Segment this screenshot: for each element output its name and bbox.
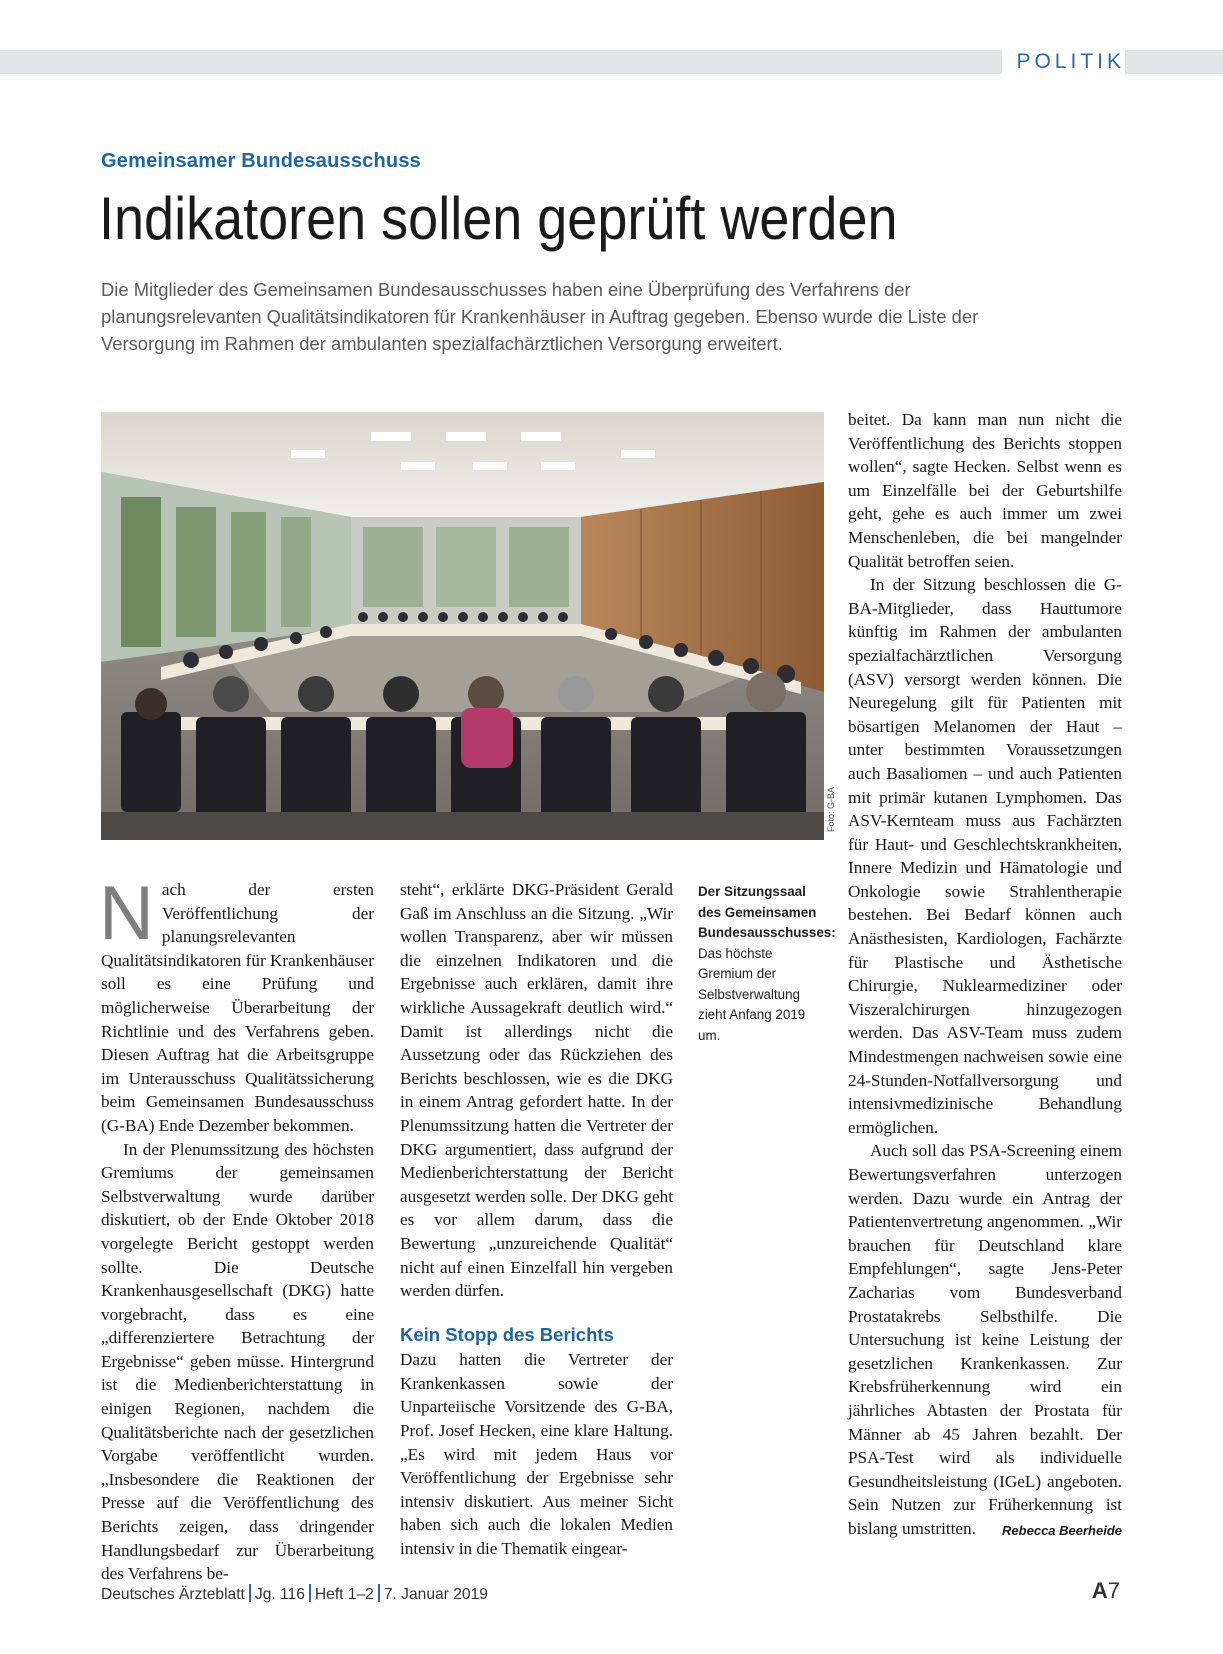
paragraph: In der Plenumssitzung des höchsten Gremiums der gemeinsamen Selbstverwaltung wurde darüber diskutiert, ob der Ende Oktober 2018 vorgelegte Bericht gestoppt werden sollte. Die Deutsche Krankenhausgesellschaft (DKG) hatte vorgebracht, dass es eine „differenziertere Betrachtung der Ergebnisse“ geben müsse. Hintergrund ist die Medienberichterstattung in einigen Regionen, nachdem die Qualitätsberichte nach der gesetzlichen Vorgabe veröffentlicht wurden. „Insbesondere die Reaktionen der Presse auf die Veröffentlichung des Berichts zeigen, dass dringender Handlungsbedarf zur Überarbeitung des Verfahrens be- <box>101 1139 374 1584</box>
page-prefix: A <box>1091 1578 1108 1603</box>
paragraph-text: Auch soll das PSA-Screening einem Bewertungsverfahren unterzogen werden. Dazu wurde ein Antrag der Patientenvertretung angenommen. „Wir brauchen für Deutschland klare Empfehlungen“, sagte Jens-Peter Zacharias vom Bundesverband Prostatakrebs Selbsthilfe. Die Untersuchung ist keine Leistung der gesetzlichen Krankenkassen. Zur Krebsfrüherkennung wird ein jährliches Abtasten der Prostata für Männer ab 45 Jahren bezahlt. Der PSA-Test wird als individuelle Gesundheitsleistung (IGeL) angeboten. Sein Nutzen zur Früherkennung ist bislang umstritten. <box>848 1141 1122 1538</box>
issue-date: 7. Januar 2019 <box>383 1586 488 1603</box>
journal-name: Deutsches Ärzteblatt <box>101 1586 245 1603</box>
drop-cap: N <box>99 871 154 956</box>
paragraph: beitet. Da kann man nun nicht die Veröffentlichung des Berichts stoppen wollen“, sagte Hecken. Selbst wenn es um Einzelfälle bei der Geburtshilfe geht, gehe es auch immer um zwei Menschenleben, die bei mangelnder Qualität betroffen seien. <box>848 410 1122 571</box>
caption-title: Der Sitzungssaal des Gemeinsamen Bundesausschusses: <box>698 884 836 940</box>
photo-credit: Foto: G-BA <box>826 786 836 832</box>
journal-issue: Heft 1–2 <box>314 1586 374 1603</box>
article-column-3 <box>848 408 1122 1543</box>
article-kicker: Gemeinsamer Bundesausschuss <box>101 150 421 172</box>
article-column-1 <box>99 871 374 1586</box>
paragraph: ach der ersten Veröffentlichung der planungsrelevanten Qualitätsindikatoren für Krankenhäuser soll es eine Prüfung und möglicherweise Überarbeitung der Richtlinie und des Verfahrens geben. Diesen Auftrag hat die Arbeitsgruppe im Unterausschuss Qualitätssicherung beim Gemeinsamen Bundesausschuss (G-BA) Ende Dezember bekommen. <box>101 880 374 1135</box>
article-subheading: Kein Stopp des Berichts <box>400 1323 614 1345</box>
paragraph: Dazu hatten die Vertreter der Krankenkassen sowie der Unparteiische Vorsitzende des G-BA, Prof. Josef Hecken, eine klare Haltung. „Es wird mit jedem Haus vor Veröffentlichung der Ergebnisse sehr intensiv diskutiert. Aus meiner Sicht haben sich auch die lokalen Medien intensiv in die Thematik eingear- <box>400 1350 673 1559</box>
footer-divider <box>378 1584 380 1602</box>
page-footer <box>101 1584 488 1604</box>
footer-divider <box>249 1584 251 1602</box>
author-name: Rebecca Beerheide <box>1002 1522 1122 1538</box>
footer-divider <box>309 1584 311 1602</box>
article-column-2 <box>400 878 673 1561</box>
caption-text: Das höchste Gremium der Selbstverwaltung zieht Anfang 2019 um. <box>698 945 806 1043</box>
meeting-room-photo <box>101 412 824 840</box>
section-label: POLITIK <box>1002 48 1125 76</box>
paragraph: In der Sitzung beschlossen die G-BA-Mitglieder, dass Hauttumore künftig im Rahmen der ambulanten spezialfachärztlichen Versorgung (ASV) versorgt werden können. Die Neuregelung gilt für Patienten mit bösartigen Melanomen der Haut – unter bestimmten Voraussetzungen auch Basaliomen – und auch Patienten mit primär kutanen Lymphomen. Das ASV-Kernteam muss aus Fachärzten für Haut- und Geschlechtskrankheiten, Innere Medizin und Hämatologie und Onkologie sowie Strahlentherapie bestehen. Bei Bedarf können auch Anästhesisten, Kardiologen, Fachärzte für Plastische und Ästhetische Chirurgie, Nuklearmediziner oder Viszeralchirurgen hinzugezogen werden. Das ASV-Team muss zudem Mindestmengen nachweisen sowie eine 24-Stunden-Notfallversorgung und intensivmedizinische Behandlung ermöglichen. <box>848 575 1122 1137</box>
photo-caption <box>698 882 836 1046</box>
paragraph <box>848 1139 1122 1540</box>
page-number <box>1092 1578 1120 1604</box>
paragraph: steht“, erklärte DKG-Präsident Gerald Gaß im Anschluss an die Sitzung. „Wir wollen Transparenz, aber wir müssen die einzelnen Indikatoren und die Ergebnisse auch erklären, damit ihre wirkliche Aussagekraft deutlich wird.“ Damit ist allerdings nicht die Aussetzung oder das Rückziehen des Berichts beschlossen, wie es die DKG in einem Antrag gefordert hatte. In der Plenumssitzung hatten die Vertreter der DKG argumentiert, dass aufgrund der Medienberichterstattung der Bericht ausgesetzt werden solle. Der DKG geht es vor allem darum, dass die Bewertung „unzureichende Qualität“ nicht auf einen Einzelfall hin vergeben werden dürfen. <box>400 880 673 1301</box>
article-title: Indikatoren sollen geprüft werden <box>99 185 898 252</box>
article-lead: Die Mitglieder des Gemeinsamen Bundesausschusses haben eine Überprüfung des Verfahrens der planungsrelevanten Qualitätsindikatoren für Krankenhäuser in Auftrag gegeben. Ebenso wurde die Liste der Versorgung im Rahmen der ambulanten spezialfachärztlichen Versorgung erweitert. <box>101 279 979 354</box>
journal-volume: Jg. 116 <box>254 1586 305 1603</box>
page-number-value: 7 <box>1107 1578 1120 1603</box>
